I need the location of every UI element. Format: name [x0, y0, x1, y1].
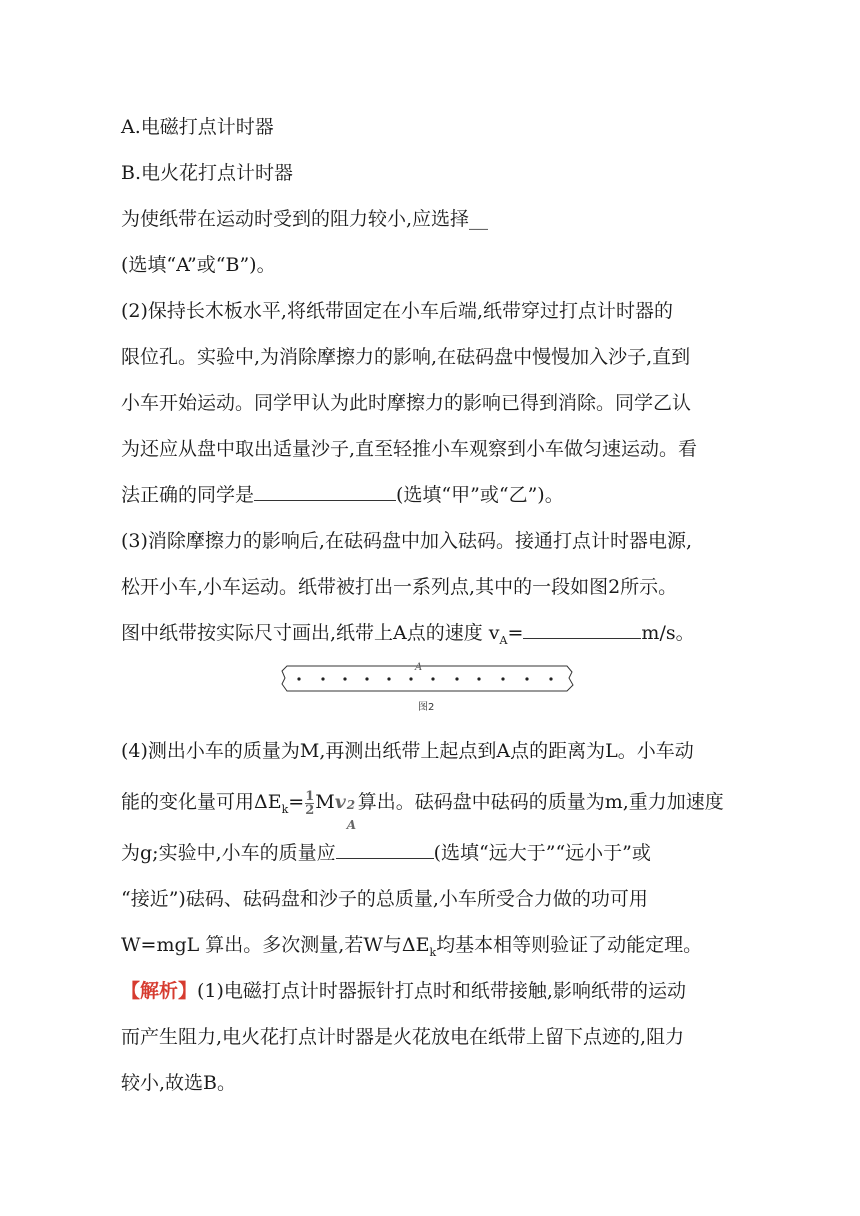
analysis-tag: 【解析】 — [121, 980, 198, 1002]
q2-line5 — [121, 476, 741, 514]
tape-dot — [387, 677, 390, 680]
q2-line2: 限位孔。实验中,为消除摩擦力的影响,在砝码盘中慢慢加入沙子,直到 — [121, 346, 691, 368]
q3-line3 — [121, 614, 741, 652]
tape-dot — [321, 677, 324, 680]
option-b: B.电火花打点计时器 — [121, 162, 294, 184]
velocity-exponent: 2 — [346, 798, 356, 812]
q2-line3: 小车开始运动。同学甲认为此时摩擦力的影响已得到消除。同学乙认 — [121, 392, 692, 414]
answer-line2: 而产生阻力,电火花打点计时器是火花放电在纸带上留下点迹的,阻力 — [121, 1026, 685, 1048]
tape-dot — [525, 677, 528, 680]
equals-sign: = — [288, 791, 305, 813]
q4-line3-suffix: (选填“远大于”“远小于”或 — [433, 842, 651, 864]
q2-line5-text: 法正确的同学是 — [121, 484, 255, 506]
tape-dot — [343, 677, 346, 680]
mass-symbol: M — [315, 791, 335, 813]
q2-line1: (2)保持长木板水平,将纸带固定在小车后端,纸带穿过打点计时器的 — [121, 300, 673, 322]
figure-caption: 图2 — [418, 702, 435, 713]
q4-line2-text: 能的变化量可用ΔE — [121, 791, 282, 813]
q2-line4: 为还应从盘中取出适量沙子,直至轻推小车观察到小车做匀速运动。看 — [121, 438, 698, 460]
q4-line5-text: W=mgL 算出。多次测量,若W与ΔE — [121, 934, 430, 956]
tape-dot — [455, 677, 458, 680]
q4-line5 — [121, 926, 741, 964]
tape-dot — [365, 677, 368, 680]
answer-blank-mass — [336, 836, 434, 859]
document-page — [121, 108, 741, 1102]
q4-line2-suffix: 算出。砝码盘中砝码的质量为m,重力加速度 — [357, 791, 724, 813]
q4-line3 — [121, 834, 741, 872]
q3-line3-text: 图中纸带按实际尺寸画出,纸带上A点的速度 v — [121, 622, 500, 644]
va-subscript: A — [499, 633, 508, 647]
q1-line1: 为使纸带在运动时受到的阻力较小,应选择__ — [121, 208, 489, 230]
ek-subscript-2: k — [429, 945, 437, 959]
q2-line5-suffix: (选填“甲”或“乙”)。 — [396, 484, 564, 506]
tape-dot — [431, 677, 434, 680]
answer-line1-text: (1)电磁打点计时器振针打点时和纸带接触,影响纸带的运动 — [197, 980, 686, 1002]
velocity-subscript: A — [346, 818, 357, 832]
answer-line1 — [121, 972, 741, 1010]
fraction-numerator: 1 — [305, 788, 315, 804]
velocity-squared — [334, 791, 357, 832]
answer-blank-velocity — [523, 616, 641, 639]
answer-line3: 较小,故选B。 — [121, 1072, 237, 1094]
paper-tape-outline — [282, 666, 573, 691]
q4-line2 — [121, 778, 741, 832]
q3-line3-suffix: m/s。 — [641, 622, 695, 644]
paper-tape-figure — [121, 658, 741, 722]
q3-line2: 松开小车,小车运动。纸带被打出一系列点,其中的一段如图2所示。 — [121, 576, 678, 598]
q3-line1: (3)消除摩擦力的影响后,在砝码盘中加入砝码。接通打点计时器电源, — [121, 530, 692, 552]
q4-line3-text: 为g;实验中,小车的质量应 — [121, 842, 336, 864]
q4-line4: “接近”)砝码、砝码盘和沙子的总质量,小车所受合力做的功可用 — [121, 888, 648, 910]
option-a: A.电磁打点计时器 — [121, 116, 274, 138]
answer-blank-student — [254, 478, 396, 501]
q4-line1: (4)测出小车的质量为M,再测出纸带上起点到A点的距离为L。小车动 — [121, 740, 694, 762]
one-half-fraction — [305, 790, 314, 817]
tape-dot — [501, 677, 504, 680]
tape-dot — [549, 677, 552, 680]
velocity-symbol: v — [334, 791, 346, 813]
tape-dot — [409, 677, 412, 680]
paper-tape-diagram — [281, 658, 581, 698]
tape-dot — [297, 677, 300, 680]
q4-line5-suffix: 均基本相等则验证了动能定理。 — [436, 934, 703, 956]
tape-dot — [477, 677, 480, 680]
q1-line2: (选填“A”或“B”)。 — [121, 254, 276, 276]
equals-sign: = — [507, 622, 524, 644]
point-a-label: A — [415, 662, 423, 673]
fraction-denominator: 2 — [305, 802, 315, 818]
ek-subscript: k — [281, 802, 289, 816]
